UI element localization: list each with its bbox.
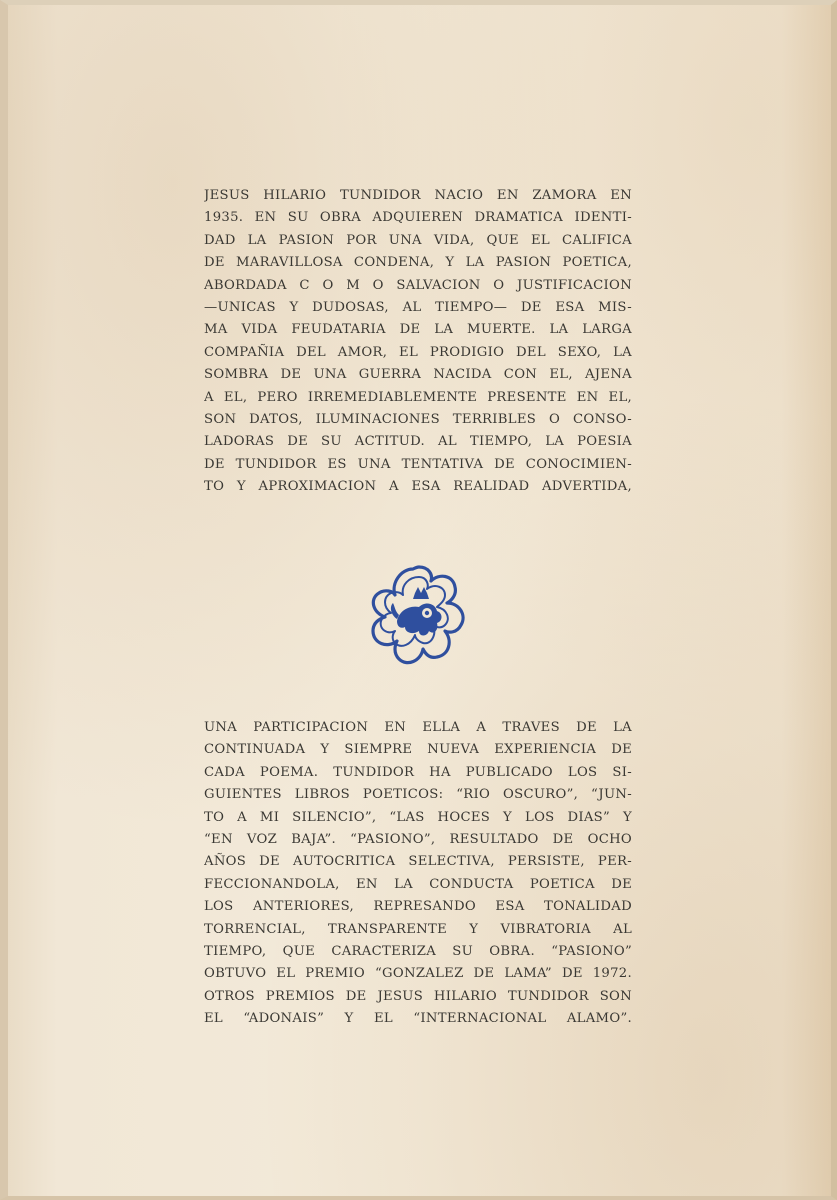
text-line: EL “ADONAIS” Y EL “INTERNACIONAL ALAMO”. bbox=[204, 1011, 632, 1027]
text-line: CONTINUADA Y SIEMPRE NUEVA EXPERIENCIA DE bbox=[204, 742, 632, 758]
text-line: JESUS HILARIO TUNDIDOR NACIO EN ZAMORA EN bbox=[204, 188, 632, 203]
text-line: FECCIONANDOLA, EN LA CONDUCTA POETICA DE bbox=[204, 876, 632, 892]
text-line: ABORDADA C O M O SALVACION O JUSTIFICACION bbox=[204, 277, 632, 293]
text-line: AÑOS DE AUTOCRITICA SELECTIVA, PERSISTE, PER- bbox=[204, 854, 632, 870]
text-line: OTROS PREMIOS DE JESUS HILARIO TUNDIDOR SON bbox=[204, 988, 632, 1004]
text-line: SOMBRA DE UNA GUERRA NACIDA CON EL, AJENA bbox=[204, 367, 632, 383]
text-line: CADA POEMA. TUNDIDOR HA PUBLICADO LOS SI- bbox=[204, 764, 632, 780]
text-line: LADORAS DE SU ACTITUD. AL TIEMPO, LA POESIA bbox=[204, 434, 632, 450]
text-line: TO A MI SILENCIO”, “LAS HOCES Y LOS DIAS” Y bbox=[204, 809, 632, 825]
text-line: “EN VOZ BAJA”. “PASIONO”, RESULTADO DE OCHO bbox=[204, 831, 632, 847]
biography-paragraph-top bbox=[204, 185, 632, 498]
text-line: A EL, PERO IRREMEDIABLEMENTE PRESENTE EN EL, bbox=[204, 389, 632, 405]
text-line: OBTUVO EL PREMIO “GONZALEZ DE LAMA” DE 1972. bbox=[204, 966, 632, 982]
lion-rosette-emblem-icon bbox=[363, 561, 475, 673]
text-line: TORRENCIAL, TRANSPARENTE Y VIBRATORIA AL bbox=[204, 921, 632, 937]
text-line: UNA PARTICIPACION EN ELLA A TRAVES DE LA bbox=[204, 720, 632, 735]
text-line: DE MARAVILLOSA CONDENA, Y LA PASION POETICA, bbox=[204, 255, 632, 271]
text-line: SON DATOS, ILUMINACIONES TERRIBLES O CONSO- bbox=[204, 411, 632, 427]
text-line: —UNICAS Y DUDOSAS, AL TIEMPO— DE ESA MIS- bbox=[204, 299, 632, 315]
text-line: TO Y APROXIMACION A ESA REALIDAD ADVERTIDA, bbox=[204, 479, 632, 495]
text-line: TIEMPO, QUE CARACTERIZA SU OBRA. “PASIONO” bbox=[204, 943, 632, 959]
text-line: GUIENTES LIBROS POETICOS: “RIO OSCURO”, “JUN- bbox=[204, 787, 632, 803]
text-line: DAD LA PASION POR UNA VIDA, QUE EL CALIFICA bbox=[204, 232, 632, 248]
text-line: 1935. EN SU OBRA ADQUIEREN DRAMATICA IDENTI- bbox=[204, 210, 632, 226]
biography-paragraph-bottom bbox=[204, 717, 632, 1030]
text-line: MA VIDA FEUDATARIA DE LA MUERTE. LA LARGA bbox=[204, 322, 632, 338]
text-line: LOS ANTERIORES, REPRESANDO ESA TONALIDAD bbox=[204, 899, 632, 915]
text-line: COMPAÑIA DEL AMOR, EL PRODIGIO DEL SEXO, LA bbox=[204, 344, 632, 360]
text-line: DE TUNDIDOR ES UNA TENTATIVA DE CONOCIMIEN- bbox=[204, 456, 632, 472]
